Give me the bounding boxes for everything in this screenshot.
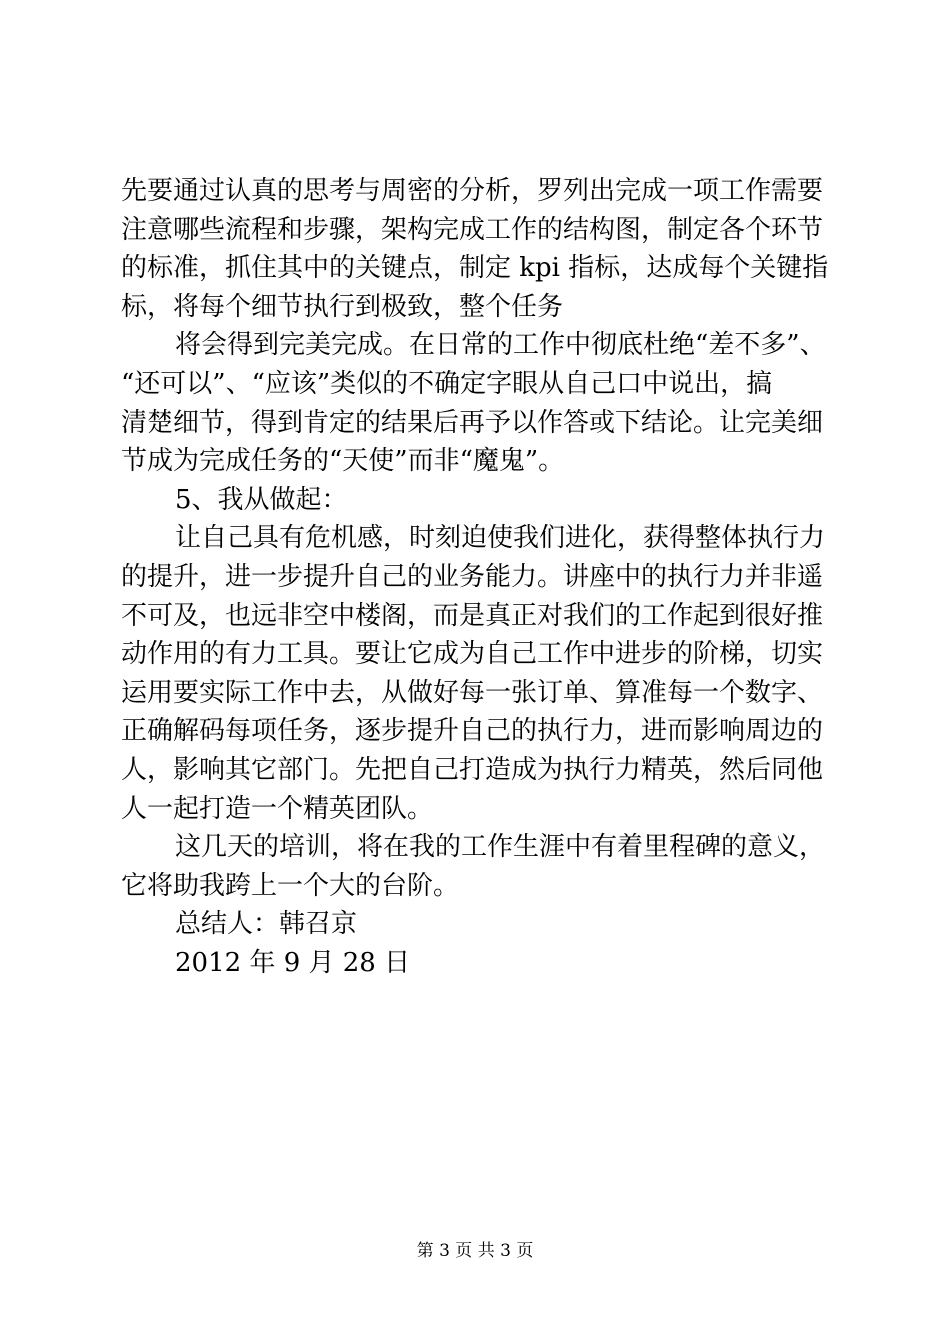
text-line: 运用要实际工作中去，从做好每一张订单、算准每一个数字、 [121,677,824,708]
text-line: “还可以”、“应该”类似的不确定字眼从自己口中说出，搞 [121,368,773,399]
text-line: 5、我从做起： [175,484,348,515]
page-footer: 第 3 页 共 3 页 [416,1241,534,1261]
document-body [121,172,841,982]
text-line: 先要通过认真的思考与周密的分析，罗列出完成一项工作需要 [121,176,824,206]
text-line: 节成为完成任务的“天使”而非“魔鬼”。 [121,446,565,477]
text-line: 的提升，进一步提升自己的业务能力。讲座中的执行力并非遥 [121,561,824,592]
text-line: 清楚细节，得到肯定的结果后再予以作答或下结论。让完美细 [121,407,824,438]
text-line: 不可及，也远非空中楼阁，而是真正对我们的工作起到很好推 [121,600,824,631]
text-line: 的标准，抓住其中的关键点，制定 kpi 指标，达成每个关键指 [121,253,829,284]
text-line: 这几天的培训，将在我的工作生涯中有着里程碑的意义， [175,832,826,863]
text-line: 正确解码每项任务，逐步提升自己的执行力，进而影响周边的 [121,716,824,747]
text-line: 动作用的有力工具。要让它成为自己工作中进步的阶梯，切实 [121,639,824,670]
text-line: 标，将每个细节执行到极致，整个任务 [121,291,564,322]
text-line: 将会得到完美完成。在日常的工作中彻底杜绝“差不多”、 [175,330,826,361]
text-line: 2012 年 9 月 28 日 [175,947,411,978]
text-line: 让自己具有危机感，时刻迫使我们进化，获得整体执行力 [175,523,826,554]
text-line: 总结人：韩召京 [175,909,358,940]
text-line: 人，影响其它部门。先把自己打造成为执行力精英，然后同他 [121,754,824,785]
text-line: 注意哪些流程和步骤，架构完成工作的结构图，制定各个环节 [121,214,824,245]
text-line: 人一起打造一个精英团队。 [121,793,434,824]
text-line: 它将助我跨上一个大的台阶。 [121,870,460,901]
